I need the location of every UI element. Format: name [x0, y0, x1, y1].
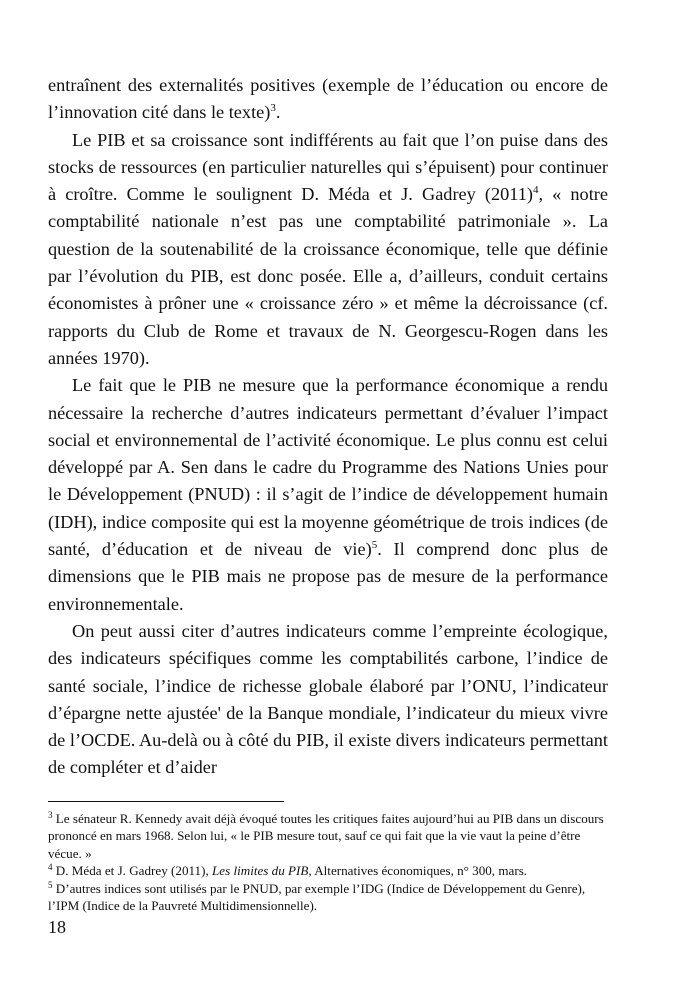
paragraph-4-text: On peut aussi citer d’autres indicateurs comme l’empreinte écologique, des indicateurs spécifiques comme les comptabilités carbone, l’indice de santé sociale, l’indice de richesse globale élaboré par l’ONU, l’indicateur d’épargne nette ajustée' de la Banque mondiale, l’indicateur du mieux vivre de l’OCDE. Au-delà ou à côté du PIB, il existe divers indicateurs permettant de compléter et d’aider: [48, 620, 608, 778]
footnote-text: D’autres indices sont utilisés par le PNUD, par exemple l’IDG (Indice de Développement du Genre), l’IPM (Indice de la Pauvreté Multidimensionnelle).: [48, 880, 586, 914]
paragraph-2-text-b: , « notre comptabilité nationale n’est pas une comptabilité patrimoniale ». La question de la soutenabilité de la croissance économique, telle que définie par l’évolution du PIB, est donc posée. Elle a, d’ailleurs, conduit certains économistes à prôner une « croissance zéro » et même la décroissance (cf. rapports du Club de Rome et travaux de N. Georgescu-Rogen dans les années 1970).: [48, 184, 608, 368]
footnote-text-end: , Alternatives économiques, n° 300, mars.: [308, 863, 528, 879]
paragraph-3-text-a: Le fait que le PIB ne mesure que la performance économique a rendu nécessaire la recherche d’autres indicateurs permettant d’évaluer l’impact social et environnemental de l’activité économique. Le plus connu est celui développé par A. Sen dans le cadre du Programme des Nations Unies pour le Développement (PNUD) : il s’agit de l’indice de développement humain (IDH), indice composite qui est la moyenne géométrique de trois indices (de santé, d’éducation et de niveau de vie): [48, 375, 608, 560]
footnote-separator: [48, 801, 284, 802]
paragraph-2-text-a: Le PIB et sa croissance sont indifférents au fait que l’on puise dans des stocks de ressources (en particulier naturelles qui s’épuisent) pour continuer à croître. Comme le soulignent D. Méda et J. Gadrey (2011): [48, 129, 608, 205]
footnote-number: 3: [48, 810, 53, 820]
paragraph-1-end: .: [275, 102, 281, 123]
page-number: 18: [48, 917, 66, 937]
footnote-ref-3[interactable]: 3: [270, 102, 276, 115]
paragraph-3: [48, 372, 608, 618]
footnote-5: [48, 880, 608, 915]
footnote-text: Le sénateur R. Kennedy avait déjà évoqué toutes les critiques faites aujourd’hui au PIB dans un discours prononcé en mars 1968. Selon lui, « le PIB mesure tout, sauf ce qui fait que la vie vaut la peine d’être vécue. »: [48, 811, 604, 861]
footnote-number: 4: [48, 862, 53, 873]
main-text: [48, 72, 608, 782]
paragraph-3-text-b: . Il comprend donc plus de dimensions que le PIB mais ne propose pas de mesure de la performance environnementale.: [48, 539, 609, 614]
footnote-3: [48, 810, 608, 862]
paragraph-2: [48, 127, 608, 373]
footnote-text: D. Méda et J. Gadrey (2011),: [52, 863, 213, 879]
footnote-number: 5: [48, 879, 53, 890]
footnotes: [48, 810, 608, 914]
paragraph-4: [48, 618, 608, 782]
footnote-book-title: Les limites du PIB: [212, 863, 309, 879]
footnote-ref-4[interactable]: 4: [532, 184, 539, 197]
footnote-4: [48, 862, 608, 879]
paragraph-1-text: entraînent des externalités positives (exemple de l’éducation ou encore de l’innovation cité dans le texte): [48, 75, 608, 123]
footnote-ref-5[interactable]: 5: [371, 539, 378, 552]
paragraph-1: [48, 72, 608, 127]
